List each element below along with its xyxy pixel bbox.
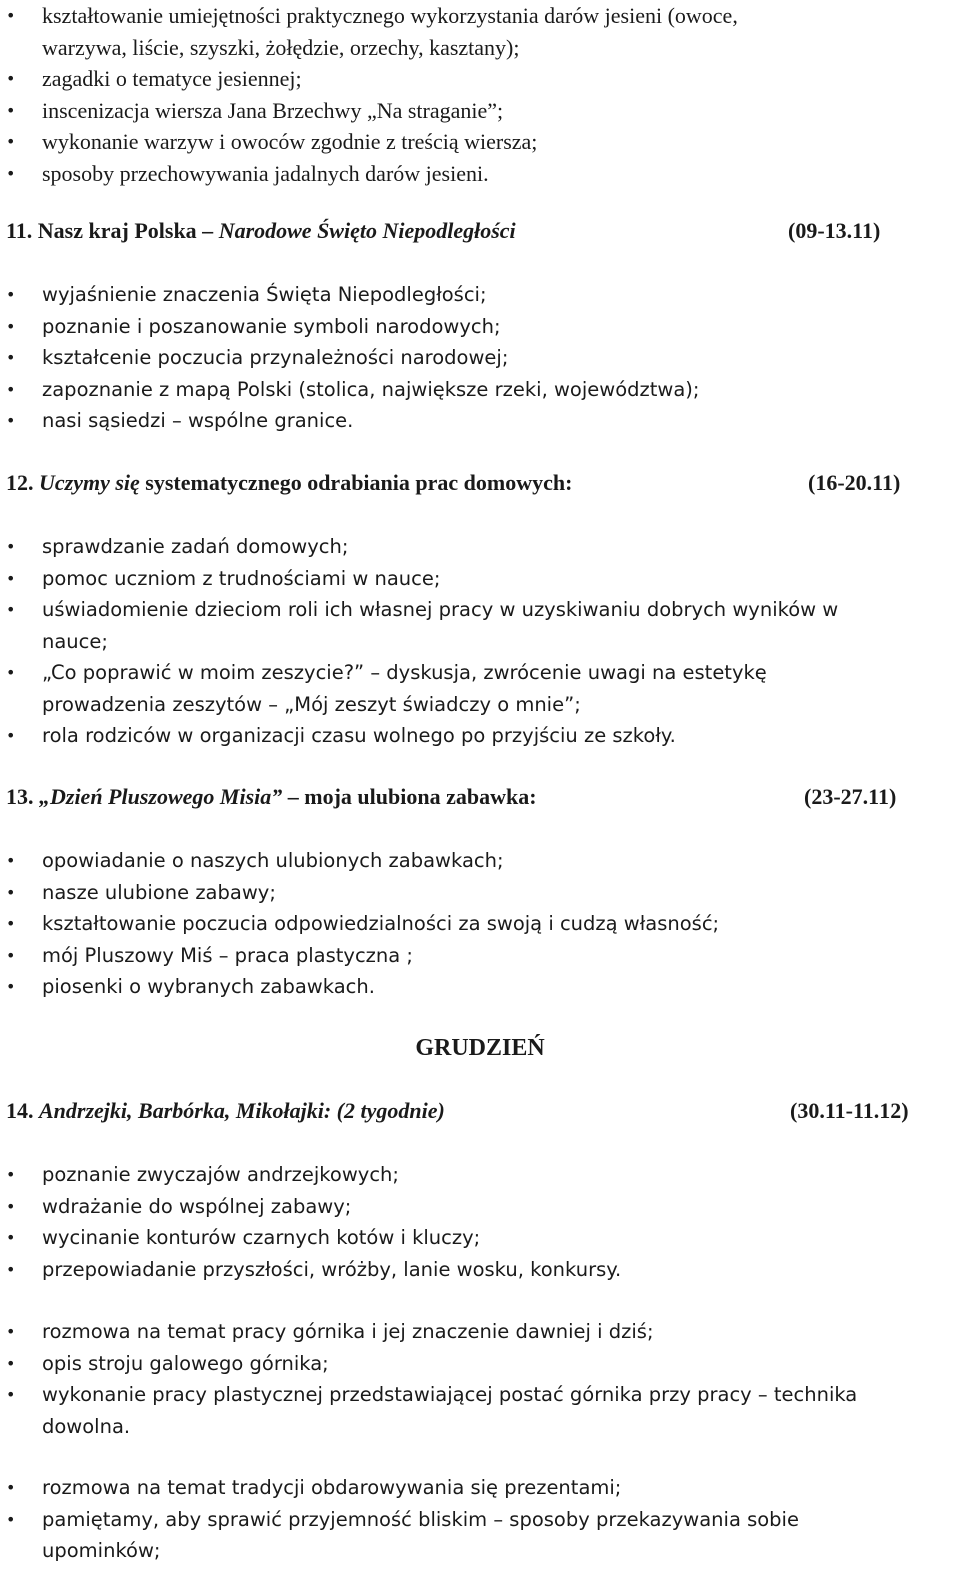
list-item-text: • przepowiadanie przyszłości, wróżby, lanie wosku, konkursy. <box>42 1257 622 1281</box>
section-14-andrzejki-list <box>0 1159 960 1285</box>
list-item <box>0 845 960 877</box>
list-item-text: • „Co poprawić w moim zeszycie?” – dyskusja, zwrócenie uwagi na estetykę <box>42 661 767 684</box>
list-item-text: • wycinanie konturów czarnych kotów i kluczy; <box>42 1226 481 1249</box>
list-item <box>0 1472 960 1504</box>
list-item-text: • poznanie i poszanowanie symboli narodowych; <box>42 314 501 338</box>
section-title: – moja ulubiona zabawka: <box>287 784 537 809</box>
list-item <box>0 95 960 127</box>
list-item-text: • poznanie zwyczajów andrzejkowych; <box>42 1163 399 1186</box>
list-item <box>0 531 960 563</box>
list-item <box>0 1191 960 1223</box>
list-item-text: • kształcenie poczucia przynależności narodowej; <box>42 346 509 369</box>
list-item-text: • uświadomienie dzieciom roli ich własnej pracy w uzyskiwaniu dobrych wyników w <box>42 598 839 621</box>
list-item-text: • nasi sąsiedzi – wspólne granice. <box>42 409 354 432</box>
section-13-list <box>0 845 960 1003</box>
section-number: 14. <box>6 1098 34 1123</box>
section-heading-14 <box>0 1096 940 1126</box>
list-item <box>0 1159 960 1191</box>
section-number: 12. <box>6 470 34 495</box>
section-12-list <box>0 531 960 752</box>
list-item-text: • wdrażanie do wspólnej zabawy; <box>42 1194 352 1218</box>
list-item-text: • wykonanie warzyw i owoców zgodnie z treścią wiersza; <box>42 129 538 154</box>
list-item <box>0 940 960 972</box>
autumn-activities-list <box>0 0 960 189</box>
section-date: (16-20.11) <box>808 470 901 495</box>
list-item-text: • opis stroju galowego górnika; <box>42 1351 329 1375</box>
list-item <box>0 657 960 720</box>
list-item <box>0 563 960 595</box>
month-heading: GRUDZIEŃ <box>415 1035 545 1061</box>
section-title: Nasz kraj Polska – <box>37 218 214 243</box>
list-item-text-continued: dowolna. <box>42 1414 131 1438</box>
section-11-list <box>0 279 960 437</box>
list-item <box>0 311 960 343</box>
section-title-italic: Uczymy się <box>39 470 140 495</box>
list-item <box>0 720 960 752</box>
list-item-text: • wyjaśnienie znaczenia Święta Niepodległości; <box>42 283 487 306</box>
section-date: (30.11-11.12) <box>790 1098 909 1123</box>
section-title: systematycznego odrabiania prac domowych: <box>145 470 573 495</box>
list-item-text: • pamiętamy, aby sprawić przyjemność bliskim – sposoby przekazywania sobie <box>42 1507 799 1531</box>
list-item <box>0 126 960 158</box>
section-14-mikolajki-list <box>0 1472 960 1567</box>
list-item <box>0 908 960 940</box>
list-item <box>0 0 960 63</box>
list-item-text: • mój Pluszowy Miś – praca plastyczna ; <box>42 943 413 967</box>
list-item-text-continued: nauce; <box>42 629 108 653</box>
list-item-text-continued: warzywa, liście, szyszki, żołędzie, orzechy, kasztany); <box>42 34 520 60</box>
list-item-text: • zapoznanie z mapą Polski (stolica, największe rzeki, województwa); <box>42 377 700 401</box>
list-item-text: • kształtowanie umiejętności praktycznego wykorzystania darów jesieni (owoce, <box>42 3 738 28</box>
list-item-text: • piosenki o wybranych zabawkach. <box>42 975 375 998</box>
list-item <box>0 1348 960 1380</box>
list-item <box>0 374 960 406</box>
list-item-text: • zagadki o tematyce jesiennej; <box>42 66 302 91</box>
list-item <box>0 342 960 374</box>
list-item-text: • nasze ulubione zabawy; <box>42 880 276 904</box>
section-heading-11 <box>0 216 940 246</box>
section-number: 11. <box>6 218 33 243</box>
list-item <box>0 594 960 657</box>
section-heading-12 <box>0 468 940 498</box>
list-item-text: • wykonanie pracy plastycznej przedstawiającej postać górnika przy pracy – technika <box>42 1383 858 1406</box>
list-item <box>0 877 960 909</box>
list-item-text-continued: prowadzenia zeszytów – „Mój zeszyt świadczy o mnie”; <box>42 692 581 716</box>
list-item <box>0 405 960 437</box>
section-date: (23-27.11) <box>804 784 897 809</box>
list-item-text: • rozmowa na temat tradycji obdarowywania się prezentami; <box>42 1476 622 1499</box>
section-title-italic: Narodowe Święto Niepodległości <box>218 218 516 243</box>
list-item <box>0 971 960 1003</box>
list-item-text-continued: upominków; <box>42 1539 161 1562</box>
section-heading-13 <box>0 782 940 812</box>
list-item <box>0 1254 960 1286</box>
list-item-text: • rola rodziców w organizacji czasu wolnego po przyjściu ze szkoły. <box>42 724 676 747</box>
section-title-italic: „Dzień Pluszowego Misia” <box>39 784 283 809</box>
list-item-text: • sposoby przechowywania jadalnych darów jesieni. <box>42 160 489 186</box>
section-14-barborka-list <box>0 1316 960 1442</box>
section-title-italic: Andrzejki, Barbórka, Mikołajki: (2 tygodnie) <box>39 1098 445 1123</box>
list-item <box>0 1504 960 1567</box>
section-date: (09-13.11) <box>788 218 881 243</box>
list-item-text: • kształtowanie poczucia odpowiedzialności za swoją i cudzą własność; <box>42 912 720 935</box>
list-item-text: • pomoc uczniom z trudnościami w nauce; <box>42 566 441 590</box>
list-item <box>0 1222 960 1254</box>
list-item-text: • inscenizacja wiersza Jana Brzechwy „Na straganie”; <box>42 97 504 123</box>
list-item <box>0 158 960 190</box>
list-item <box>0 63 960 95</box>
section-number: 13. <box>6 784 34 809</box>
list-item <box>0 1316 960 1348</box>
list-item-text: • opowiadanie o naszych ulubionych zabawkach; <box>42 849 504 872</box>
list-item-text: • rozmowa na temat pracy górnika i jej znaczenie dawniej i dziś; <box>42 1320 654 1343</box>
list-item <box>0 279 960 311</box>
list-item <box>0 1379 960 1442</box>
list-item-text: • sprawdzanie zadań domowych; <box>42 535 349 558</box>
